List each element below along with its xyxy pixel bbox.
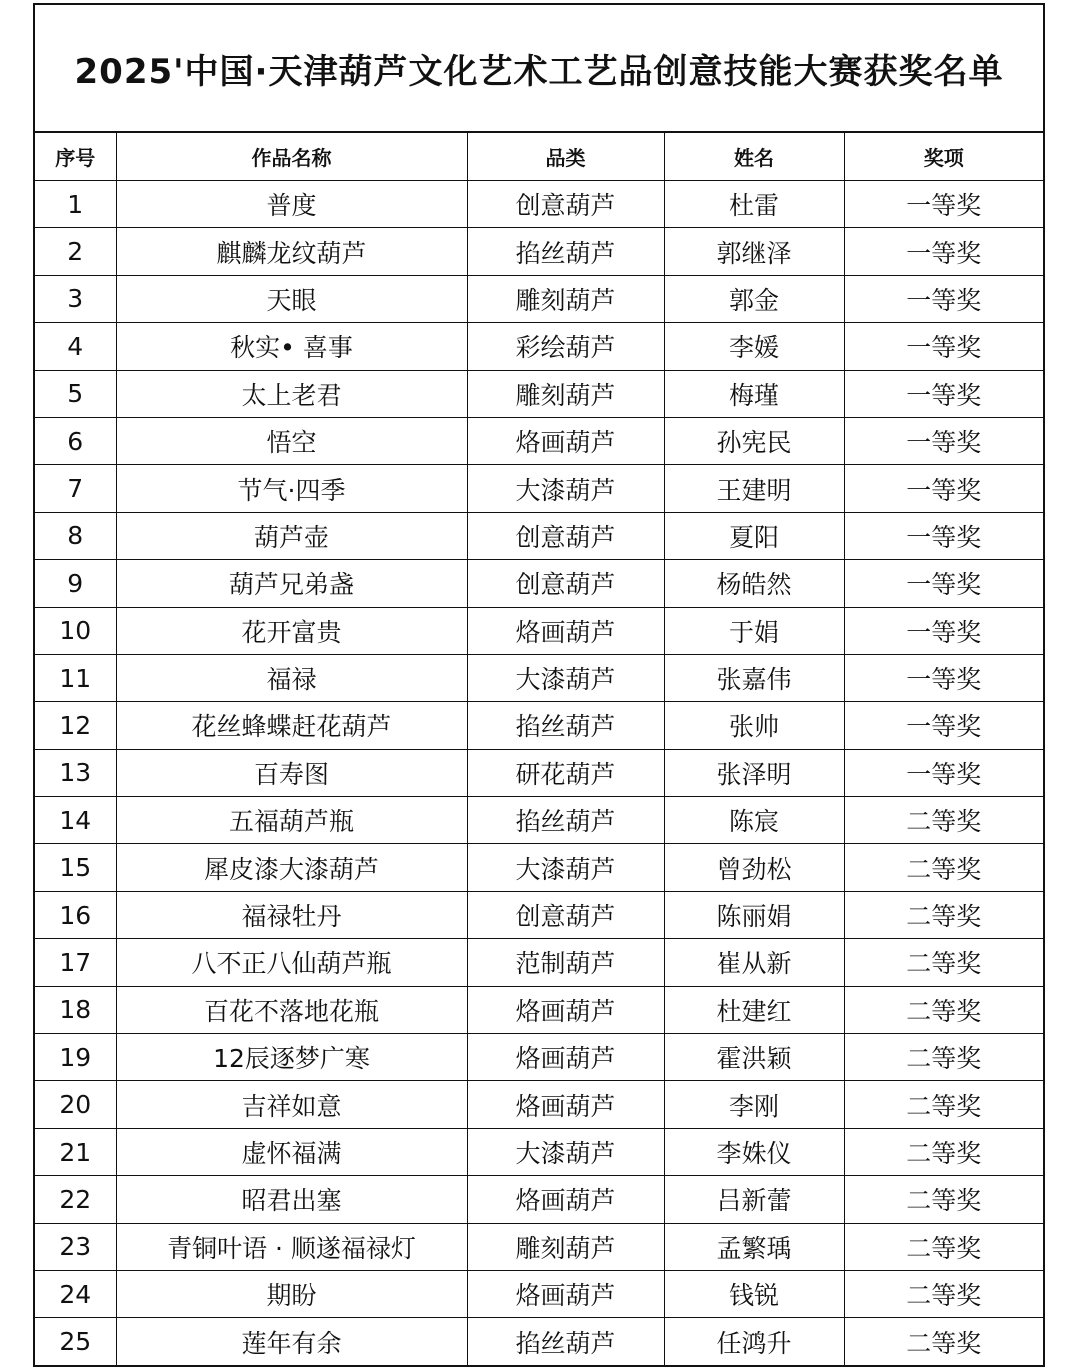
award-cell: 一等奖 <box>844 370 1043 417</box>
award-rows <box>35 181 1043 1365</box>
category-cell: 彩绘葫芦 <box>467 323 664 370</box>
category-cell: 烙画葫芦 <box>467 1034 664 1081</box>
award-cell: 一等奖 <box>844 417 1043 464</box>
page-title: 2025'中国·天津葫芦文化艺术工艺品创意技能大赛获奖名单 <box>74 51 1004 92</box>
table-row <box>35 1128 1043 1175</box>
category-cell: 大漆葫芦 <box>467 654 664 701</box>
table-row <box>35 986 1043 1033</box>
serial-cell: 9 <box>35 560 116 607</box>
award-cell: 一等奖 <box>844 323 1043 370</box>
award-cell: 一等奖 <box>844 275 1043 322</box>
name-cell: 崔从新 <box>664 939 844 986</box>
category-cell: 创意葫芦 <box>467 891 664 938</box>
serial-cell: 20 <box>35 1081 116 1128</box>
category-cell: 大漆葫芦 <box>467 844 664 891</box>
name-cell: 杜雷 <box>664 181 844 228</box>
name-cell: 郭金 <box>664 275 844 322</box>
category-cell: 掐丝葫芦 <box>467 702 664 749</box>
table-row <box>35 607 1043 654</box>
table-row <box>35 844 1043 891</box>
name-cell: 杜建红 <box>664 986 844 1033</box>
table-row <box>35 1176 1043 1223</box>
header-row <box>35 133 1043 181</box>
name-cell: 任鸿升 <box>664 1318 844 1365</box>
name-cell: 张嘉伟 <box>664 654 844 701</box>
serial-cell: 11 <box>35 654 116 701</box>
award-cell: 二等奖 <box>844 939 1043 986</box>
award-cell: 一等奖 <box>844 228 1043 275</box>
header-name: 姓名 <box>664 133 844 181</box>
award-cell: 二等奖 <box>844 986 1043 1033</box>
work-title-cell: 悟空 <box>116 417 467 464</box>
award-cell: 二等奖 <box>844 1081 1043 1128</box>
name-cell: 吕新蕾 <box>664 1176 844 1223</box>
work-title-cell: 葫芦兄弟盏 <box>116 560 467 607</box>
name-cell: 夏阳 <box>664 512 844 559</box>
header-work-title: 作品名称 <box>116 133 467 181</box>
header-category: 品类 <box>467 133 664 181</box>
work-title-cell: 八不正八仙葫芦瓶 <box>116 939 467 986</box>
work-title-cell: 秋实• 喜事 <box>116 323 467 370</box>
award-cell: 一等奖 <box>844 560 1043 607</box>
award-cell: 二等奖 <box>844 891 1043 938</box>
award-cell: 一等奖 <box>844 465 1043 512</box>
award-cell: 一等奖 <box>844 654 1043 701</box>
serial-cell: 4 <box>35 323 116 370</box>
name-cell: 郭继泽 <box>664 228 844 275</box>
name-cell: 于娟 <box>664 607 844 654</box>
category-cell: 创意葫芦 <box>467 181 664 228</box>
serial-cell: 7 <box>35 465 116 512</box>
name-cell: 李媛 <box>664 323 844 370</box>
award-cell: 一等奖 <box>844 749 1043 796</box>
name-cell: 李刚 <box>664 1081 844 1128</box>
category-cell: 烙画葫芦 <box>467 417 664 464</box>
award-table <box>35 133 1043 1365</box>
work-title-cell: 福禄 <box>116 654 467 701</box>
work-title-cell: 青铜叶语 · 顺遂福禄灯 <box>116 1223 467 1270</box>
award-cell: 一等奖 <box>844 512 1043 559</box>
name-cell: 梅瑾 <box>664 370 844 417</box>
award-cell: 二等奖 <box>844 1176 1043 1223</box>
serial-cell: 15 <box>35 844 116 891</box>
serial-cell: 13 <box>35 749 116 796</box>
table-row <box>35 465 1043 512</box>
serial-cell: 1 <box>35 181 116 228</box>
table-row <box>35 654 1043 701</box>
name-cell: 曾劲松 <box>664 844 844 891</box>
table-row <box>35 797 1043 844</box>
award-cell: 二等奖 <box>844 1270 1043 1317</box>
serial-cell: 6 <box>35 417 116 464</box>
table-row <box>35 275 1043 322</box>
category-cell: 大漆葫芦 <box>467 1128 664 1175</box>
table-row <box>35 512 1043 559</box>
serial-cell: 2 <box>35 228 116 275</box>
name-cell: 孙宪民 <box>664 417 844 464</box>
work-title-cell: 百花不落地花瓶 <box>116 986 467 1033</box>
serial-cell: 25 <box>35 1318 116 1365</box>
category-cell: 烙画葫芦 <box>467 607 664 654</box>
serial-cell: 5 <box>35 370 116 417</box>
award-cell: 二等奖 <box>844 797 1043 844</box>
award-cell: 二等奖 <box>844 1128 1043 1175</box>
category-cell: 雕刻葫芦 <box>467 1223 664 1270</box>
category-cell: 烙画葫芦 <box>467 986 664 1033</box>
name-cell: 钱锐 <box>664 1270 844 1317</box>
work-title-cell: 太上老君 <box>116 370 467 417</box>
award-list-sheet <box>33 3 1045 1367</box>
table-row <box>35 891 1043 938</box>
serial-cell: 18 <box>35 986 116 1033</box>
table-row <box>35 323 1043 370</box>
award-cell: 二等奖 <box>844 1223 1043 1270</box>
table-row <box>35 417 1043 464</box>
work-title-cell: 莲年有余 <box>116 1318 467 1365</box>
award-cell: 二等奖 <box>844 1318 1043 1365</box>
name-cell: 李姝仪 <box>664 1128 844 1175</box>
award-cell: 二等奖 <box>844 1034 1043 1081</box>
category-cell: 掐丝葫芦 <box>467 1318 664 1365</box>
serial-cell: 17 <box>35 939 116 986</box>
award-cell: 一等奖 <box>844 702 1043 749</box>
serial-cell: 21 <box>35 1128 116 1175</box>
table-row <box>35 181 1043 228</box>
table-row <box>35 1223 1043 1270</box>
serial-cell: 16 <box>35 891 116 938</box>
work-title-cell: 麒麟龙纹葫芦 <box>116 228 467 275</box>
serial-cell: 22 <box>35 1176 116 1223</box>
table-row <box>35 939 1043 986</box>
table-row <box>35 749 1043 796</box>
category-cell: 雕刻葫芦 <box>467 275 664 322</box>
table-row <box>35 1270 1043 1317</box>
category-cell: 雕刻葫芦 <box>467 370 664 417</box>
work-title-cell: 虚怀福满 <box>116 1128 467 1175</box>
category-cell: 范制葫芦 <box>467 939 664 986</box>
work-title-cell: 昭君出塞 <box>116 1176 467 1223</box>
work-title-cell: 葫芦壶 <box>116 512 467 559</box>
table-row <box>35 702 1043 749</box>
work-title-cell: 吉祥如意 <box>116 1081 467 1128</box>
title-box <box>35 5 1043 133</box>
header-award: 奖项 <box>844 133 1043 181</box>
header-serial: 序号 <box>35 133 116 181</box>
serial-cell: 23 <box>35 1223 116 1270</box>
table-row <box>35 228 1043 275</box>
work-title-cell: 天眼 <box>116 275 467 322</box>
work-title-cell: 五福葫芦瓶 <box>116 797 467 844</box>
category-cell: 研花葫芦 <box>467 749 664 796</box>
table-row <box>35 370 1043 417</box>
work-title-cell: 福禄牡丹 <box>116 891 467 938</box>
category-cell: 创意葫芦 <box>467 560 664 607</box>
table-row <box>35 1318 1043 1365</box>
category-cell: 烙画葫芦 <box>467 1176 664 1223</box>
name-cell: 杨皓然 <box>664 560 844 607</box>
category-cell: 创意葫芦 <box>467 512 664 559</box>
serial-cell: 19 <box>35 1034 116 1081</box>
serial-cell: 14 <box>35 797 116 844</box>
award-cell: 二等奖 <box>844 844 1043 891</box>
work-title-cell: 节气·四季 <box>116 465 467 512</box>
table-row <box>35 1081 1043 1128</box>
work-title-cell: 百寿图 <box>116 749 467 796</box>
table-row <box>35 560 1043 607</box>
work-title-cell: 花开富贵 <box>116 607 467 654</box>
category-cell: 烙画葫芦 <box>467 1081 664 1128</box>
serial-cell: 24 <box>35 1270 116 1317</box>
table-row <box>35 1034 1043 1081</box>
work-title-cell: 12辰逐梦广寒 <box>116 1034 467 1081</box>
work-title-cell: 花丝蜂蝶赶花葫芦 <box>116 702 467 749</box>
award-cell: 一等奖 <box>844 607 1043 654</box>
award-cell: 一等奖 <box>844 181 1043 228</box>
serial-cell: 10 <box>35 607 116 654</box>
name-cell: 陈丽娟 <box>664 891 844 938</box>
work-title-cell: 普度 <box>116 181 467 228</box>
serial-cell: 3 <box>35 275 116 322</box>
category-cell: 大漆葫芦 <box>467 465 664 512</box>
name-cell: 张帅 <box>664 702 844 749</box>
name-cell: 孟繁瑀 <box>664 1223 844 1270</box>
serial-cell: 12 <box>35 702 116 749</box>
work-title-cell: 犀皮漆大漆葫芦 <box>116 844 467 891</box>
serial-cell: 8 <box>35 512 116 559</box>
name-cell: 王建明 <box>664 465 844 512</box>
category-cell: 烙画葫芦 <box>467 1270 664 1317</box>
category-cell: 掐丝葫芦 <box>467 228 664 275</box>
name-cell: 张泽明 <box>664 749 844 796</box>
category-cell: 掐丝葫芦 <box>467 797 664 844</box>
name-cell: 陈宸 <box>664 797 844 844</box>
work-title-cell: 期盼 <box>116 1270 467 1317</box>
name-cell: 霍洪颖 <box>664 1034 844 1081</box>
